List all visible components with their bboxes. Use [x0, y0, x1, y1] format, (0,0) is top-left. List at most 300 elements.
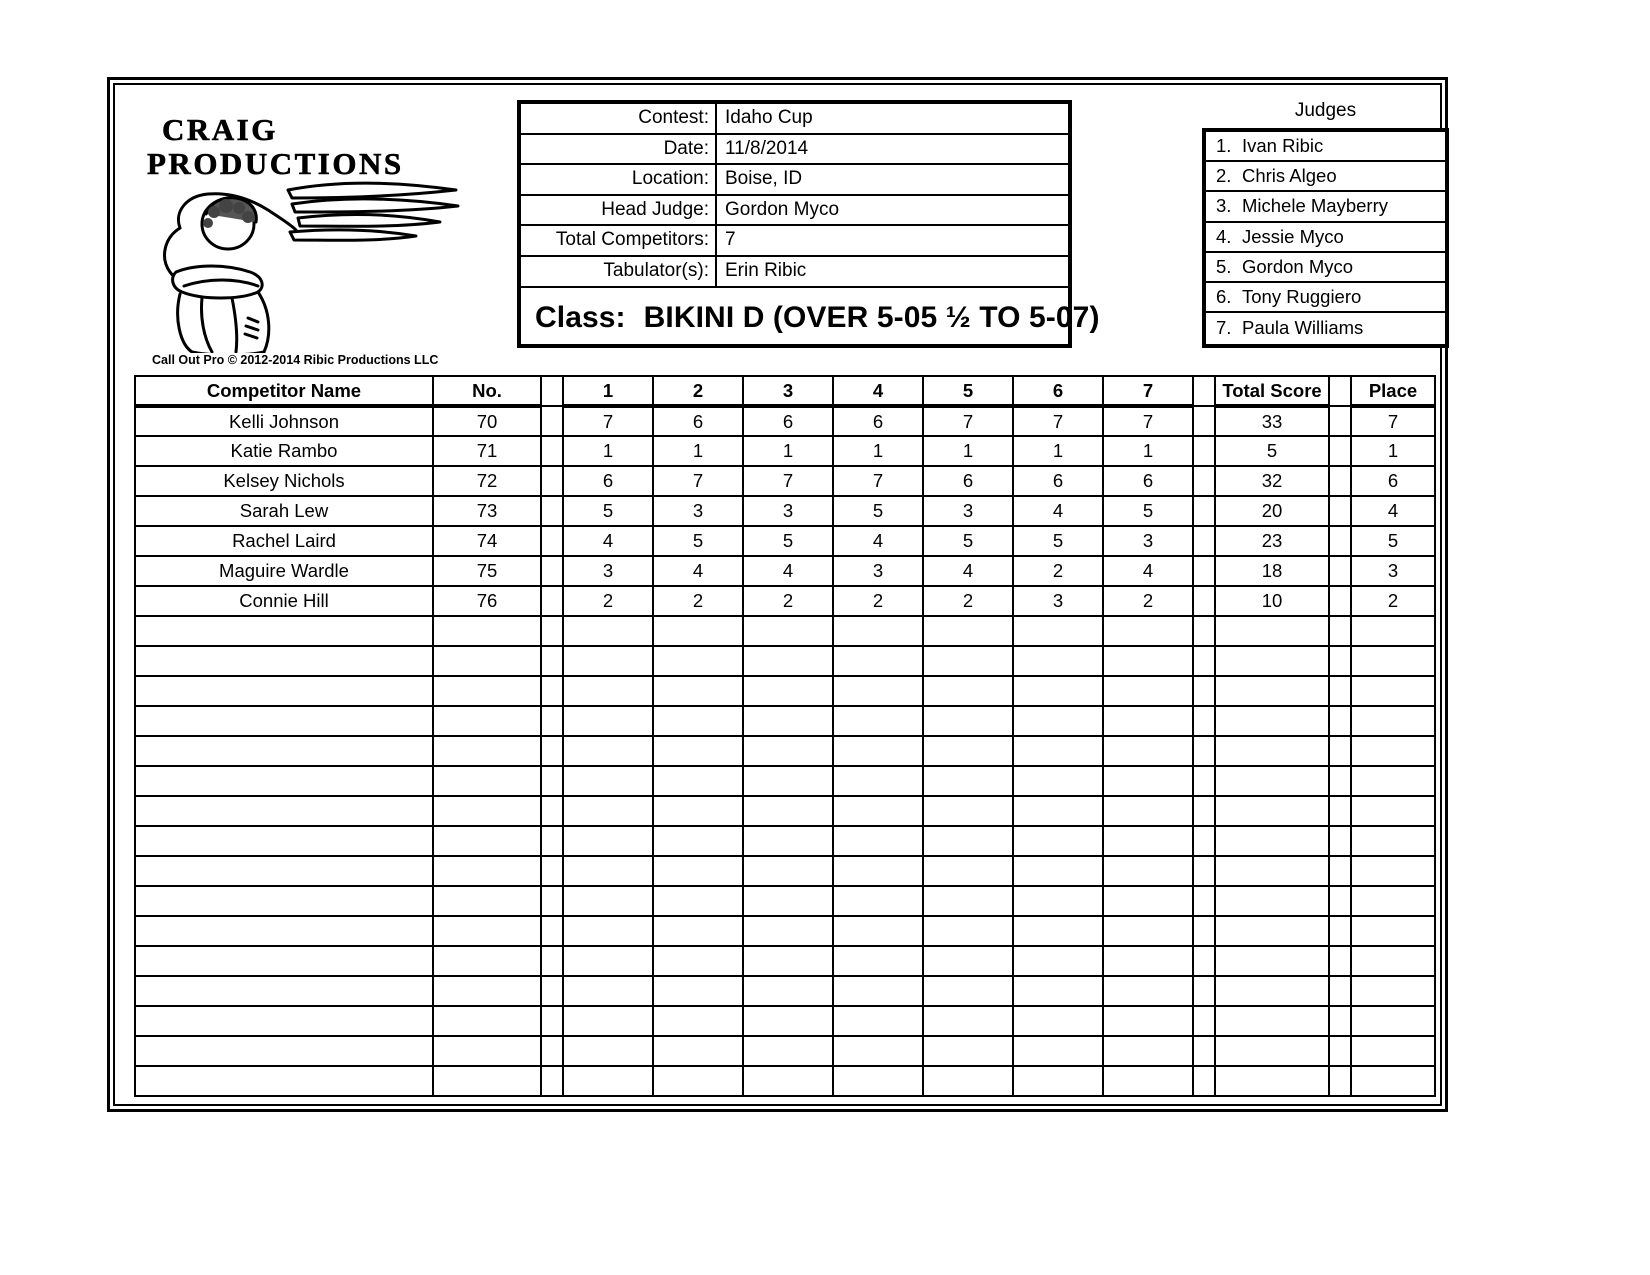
cell-judge-score-2[interactable]: [653, 676, 743, 706]
cell-competitor-number[interactable]: 74: [433, 526, 541, 556]
cell-competitor-number[interactable]: 75: [433, 556, 541, 586]
cell-judge-score-2[interactable]: 2: [653, 586, 743, 616]
cell-judge-score-7[interactable]: [1103, 736, 1193, 766]
cell-place[interactable]: [1351, 916, 1435, 946]
cell-total-score[interactable]: [1215, 646, 1329, 676]
cell-judge-score-2[interactable]: [653, 976, 743, 1006]
spacer-right: [1329, 916, 1351, 946]
cell-competitor-name[interactable]: [135, 1066, 433, 1096]
cell-judge-score-5[interactable]: [923, 946, 1013, 976]
table-row-empty: [135, 1006, 1435, 1036]
cell-competitor-number[interactable]: [433, 1006, 541, 1036]
cell-judge-score-1[interactable]: [563, 1006, 653, 1036]
cell-total-score[interactable]: [1215, 706, 1329, 736]
spacer-mid: [1193, 916, 1215, 946]
cell-judge-score-2[interactable]: 5: [653, 526, 743, 556]
cell-competitor-name[interactable]: Sarah Lew: [135, 496, 433, 526]
cell-judge-score-6[interactable]: [1013, 856, 1103, 886]
spacer-right: [1329, 646, 1351, 676]
cell-judge-score-3[interactable]: 3: [743, 496, 833, 526]
cell-judge-score-6[interactable]: [1013, 1066, 1103, 1096]
cell-judge-score-6[interactable]: [1013, 1006, 1103, 1036]
cell-competitor-name[interactable]: [135, 766, 433, 796]
cell-place[interactable]: 1: [1351, 436, 1435, 466]
cell-judge-score-7[interactable]: [1103, 796, 1193, 826]
table-row-empty: [135, 1066, 1435, 1096]
cell-judge-score-4[interactable]: [833, 736, 923, 766]
cell-place[interactable]: [1351, 826, 1435, 856]
cell-judge-score-7[interactable]: [1103, 916, 1193, 946]
cell-place[interactable]: 7: [1351, 406, 1435, 436]
cell-judge-score-4[interactable]: 2: [833, 586, 923, 616]
cell-competitor-number[interactable]: [433, 1036, 541, 1066]
cell-judge-score-5[interactable]: 7: [923, 406, 1013, 436]
cell-place[interactable]: [1351, 1006, 1435, 1036]
spacer-left: [541, 916, 563, 946]
spacer-right: [1329, 436, 1351, 466]
cell-competitor-name[interactable]: [135, 826, 433, 856]
spacer-right: [1329, 1006, 1351, 1036]
cell-judge-score-4[interactable]: [833, 1036, 923, 1066]
cell-judge-score-6[interactable]: [1013, 826, 1103, 856]
table-row-empty: [135, 676, 1435, 706]
cell-judge-score-4[interactable]: [833, 856, 923, 886]
cell-judge-score-3[interactable]: 6: [743, 406, 833, 436]
cell-place[interactable]: 6: [1351, 466, 1435, 496]
cell-judge-score-2[interactable]: [653, 946, 743, 976]
cell-judge-score-4[interactable]: [833, 826, 923, 856]
cell-judge-score-4[interactable]: 6: [833, 406, 923, 436]
spacer-mid: [1193, 646, 1215, 676]
cell-judge-score-7[interactable]: [1103, 1066, 1193, 1096]
cell-competitor-number[interactable]: [433, 826, 541, 856]
spacer-left: [541, 676, 563, 706]
cell-judge-score-4[interactable]: 3: [833, 556, 923, 586]
cell-judge-score-6[interactable]: [1013, 706, 1103, 736]
cell-competitor-name[interactable]: [135, 796, 433, 826]
cell-judge-score-5[interactable]: [923, 1066, 1013, 1096]
cell-judge-score-2[interactable]: 6: [653, 406, 743, 436]
cell-judge-score-7[interactable]: 5: [1103, 496, 1193, 526]
spacer-right: [1329, 586, 1351, 616]
cell-judge-score-1[interactable]: [563, 796, 653, 826]
spacer-mid: [1193, 946, 1215, 976]
spacer-left: [541, 796, 563, 826]
cell-competitor-number[interactable]: [433, 946, 541, 976]
cell-judge-score-4[interactable]: [833, 616, 923, 646]
cell-competitor-name[interactable]: [135, 916, 433, 946]
cell-judge-score-6[interactable]: [1013, 1036, 1103, 1066]
label-contest: Contest:: [521, 104, 717, 133]
cell-competitor-name[interactable]: [135, 646, 433, 676]
cell-judge-score-3[interactable]: 4: [743, 556, 833, 586]
label-date: Date:: [521, 135, 717, 164]
cell-place[interactable]: [1351, 616, 1435, 646]
cell-total-score[interactable]: 32: [1215, 466, 1329, 496]
cell-competitor-name[interactable]: [135, 1006, 433, 1036]
cell-judge-score-7[interactable]: [1103, 766, 1193, 796]
cell-judge-score-7[interactable]: [1103, 886, 1193, 916]
cell-competitor-name[interactable]: Maguire Wardle: [135, 556, 433, 586]
cell-judge-score-6[interactable]: [1013, 796, 1103, 826]
cell-judge-score-2[interactable]: 4: [653, 556, 743, 586]
cell-judge-score-3[interactable]: [743, 826, 833, 856]
spacer-right: [1329, 556, 1351, 586]
cell-judge-score-7[interactable]: 4: [1103, 556, 1193, 586]
spacer-mid: [1193, 826, 1215, 856]
cell-judge-score-1[interactable]: 2: [563, 586, 653, 616]
cell-judge-score-1[interactable]: [563, 856, 653, 886]
cell-judge-score-4[interactable]: [833, 976, 923, 1006]
cell-judge-score-7[interactable]: [1103, 1036, 1193, 1066]
cell-competitor-name[interactable]: Rachel Laird: [135, 526, 433, 556]
cell-judge-score-7[interactable]: 3: [1103, 526, 1193, 556]
cell-judge-score-2[interactable]: [653, 916, 743, 946]
cell-judge-score-3[interactable]: 5: [743, 526, 833, 556]
cell-competitor-number[interactable]: [433, 856, 541, 886]
cell-judge-score-6[interactable]: [1013, 676, 1103, 706]
cell-place[interactable]: 5: [1351, 526, 1435, 556]
cell-judge-score-6[interactable]: [1013, 736, 1103, 766]
cell-place[interactable]: [1351, 796, 1435, 826]
cell-judge-score-2[interactable]: [653, 646, 743, 676]
spacer-left: [541, 526, 563, 556]
table-row-empty: [135, 1036, 1435, 1066]
cell-judge-score-1[interactable]: 1: [563, 436, 653, 466]
cell-judge-score-4[interactable]: [833, 706, 923, 736]
cell-judge-score-6[interactable]: 5: [1013, 526, 1103, 556]
cell-judge-score-6[interactable]: 7: [1013, 406, 1103, 436]
cell-judge-score-4[interactable]: [833, 886, 923, 916]
cell-place[interactable]: [1351, 736, 1435, 766]
header-number: No.: [433, 376, 541, 406]
cell-judge-score-3[interactable]: [743, 616, 833, 646]
cell-judge-score-1[interactable]: [563, 616, 653, 646]
judge-row: [1206, 162, 1445, 192]
cell-judge-score-5[interactable]: [923, 766, 1013, 796]
cell-judge-score-5[interactable]: [923, 856, 1013, 886]
spacer-left: [541, 826, 563, 856]
cell-judge-score-3[interactable]: [743, 856, 833, 886]
cell-total-score[interactable]: [1215, 946, 1329, 976]
judge-name: Tony Ruggiero: [1242, 286, 1362, 308]
cell-judge-score-4[interactable]: [833, 676, 923, 706]
cell-judge-score-5[interactable]: [923, 826, 1013, 856]
cell-total-score[interactable]: [1215, 1006, 1329, 1036]
cell-judge-score-4[interactable]: 4: [833, 526, 923, 556]
cell-competitor-name[interactable]: Kelsey Nichols: [135, 466, 433, 496]
cell-judge-score-1[interactable]: [563, 646, 653, 676]
spacer-right: [1329, 946, 1351, 976]
cell-competitor-number[interactable]: [433, 796, 541, 826]
spacer-mid: [1193, 796, 1215, 826]
cell-judge-score-5[interactable]: [923, 916, 1013, 946]
cell-judge-score-7[interactable]: 7: [1103, 406, 1193, 436]
cell-judge-score-6[interactable]: 6: [1013, 466, 1103, 496]
cell-judge-score-3[interactable]: 2: [743, 586, 833, 616]
cell-competitor-name[interactable]: [135, 946, 433, 976]
cell-place[interactable]: [1351, 706, 1435, 736]
cell-judge-score-7[interactable]: [1103, 676, 1193, 706]
cell-total-score[interactable]: [1215, 976, 1329, 1006]
cell-judge-score-5[interactable]: [923, 706, 1013, 736]
cell-competitor-number[interactable]: [433, 616, 541, 646]
cell-judge-score-2[interactable]: [653, 706, 743, 736]
cell-judge-score-4[interactable]: 1: [833, 436, 923, 466]
cell-judge-score-4[interactable]: [833, 766, 923, 796]
cell-judge-score-2[interactable]: [653, 1006, 743, 1036]
cell-total-score[interactable]: 20: [1215, 496, 1329, 526]
cell-judge-score-5[interactable]: [923, 796, 1013, 826]
cell-judge-score-2[interactable]: [653, 736, 743, 766]
spacer-left: [541, 496, 563, 526]
cell-total-score[interactable]: 5: [1215, 436, 1329, 466]
cell-judge-score-5[interactable]: 5: [923, 526, 1013, 556]
cell-judge-score-5[interactable]: [923, 1006, 1013, 1036]
cell-competitor-name[interactable]: [135, 856, 433, 886]
cell-judge-score-6[interactable]: 3: [1013, 586, 1103, 616]
cell-competitor-number[interactable]: 71: [433, 436, 541, 466]
cell-judge-score-3[interactable]: [743, 646, 833, 676]
judges-title: Judges: [1294, 100, 1357, 121]
cell-judge-score-5[interactable]: 3: [923, 496, 1013, 526]
cell-place[interactable]: [1351, 1066, 1435, 1096]
cell-judge-score-1[interactable]: 3: [563, 556, 653, 586]
cell-competitor-number[interactable]: [433, 916, 541, 946]
cell-competitor-number[interactable]: 73: [433, 496, 541, 526]
cell-judge-score-1[interactable]: [563, 766, 653, 796]
cell-judge-score-7[interactable]: 2: [1103, 586, 1193, 616]
cell-judge-score-1[interactable]: [563, 976, 653, 1006]
cell-judge-score-1[interactable]: [563, 916, 653, 946]
cell-judge-score-3[interactable]: [743, 1066, 833, 1096]
cell-judge-score-2[interactable]: 3: [653, 496, 743, 526]
cell-judge-score-3[interactable]: [743, 946, 833, 976]
value-date: 11/8/2014: [725, 137, 809, 159]
cell-judge-score-7[interactable]: [1103, 946, 1193, 976]
cell-judge-score-7[interactable]: [1103, 646, 1193, 676]
cell-judge-score-4[interactable]: [833, 646, 923, 676]
cell-judge-score-1[interactable]: [563, 706, 653, 736]
cell-total-score[interactable]: [1215, 766, 1329, 796]
cell-judge-score-4[interactable]: [833, 1006, 923, 1036]
value-contest: Idaho Cup: [725, 107, 813, 128]
cell-competitor-number[interactable]: [433, 676, 541, 706]
cell-judge-score-5[interactable]: [923, 886, 1013, 916]
cell-competitor-name[interactable]: Katie Rambo: [135, 436, 433, 466]
spacer-mid: [1193, 616, 1215, 646]
cell-judge-score-4[interactable]: [833, 946, 923, 976]
cell-judge-score-2[interactable]: 7: [653, 466, 743, 496]
cell-total-score[interactable]: [1215, 916, 1329, 946]
cell-judge-score-3[interactable]: [743, 796, 833, 826]
cell-total-score[interactable]: [1215, 736, 1329, 766]
cell-competitor-name[interactable]: [135, 676, 433, 706]
cell-judge-score-5[interactable]: [923, 736, 1013, 766]
cell-judge-score-3[interactable]: [743, 976, 833, 1006]
cell-judge-score-5[interactable]: [923, 646, 1013, 676]
cell-competitor-number[interactable]: [433, 706, 541, 736]
cell-judge-score-4[interactable]: [833, 796, 923, 826]
cell-judge-score-1[interactable]: [563, 676, 653, 706]
cell-judge-score-2[interactable]: 1: [653, 436, 743, 466]
cell-judge-score-5[interactable]: 6: [923, 466, 1013, 496]
cell-total-score[interactable]: [1215, 886, 1329, 916]
judge-name: Michele Mayberry: [1242, 195, 1388, 217]
cell-judge-score-1[interactable]: [563, 946, 653, 976]
cell-judge-score-1[interactable]: 6: [563, 466, 653, 496]
cell-judge-score-3[interactable]: [743, 1006, 833, 1036]
table-row-empty: [135, 886, 1435, 916]
cell-place[interactable]: [1351, 766, 1435, 796]
cell-judge-score-6[interactable]: [1013, 616, 1103, 646]
score-table-header-row: [135, 376, 1435, 406]
cell-total-score[interactable]: [1215, 1036, 1329, 1066]
info-row-tabulators: [521, 257, 1068, 288]
cell-judge-score-1[interactable]: [563, 1066, 653, 1096]
cell-place[interactable]: [1351, 946, 1435, 976]
cell-competitor-name[interactable]: [135, 616, 433, 646]
cell-judge-score-1[interactable]: 4: [563, 526, 653, 556]
cell-judge-score-1[interactable]: [563, 1036, 653, 1066]
cell-judge-score-5[interactable]: 2: [923, 586, 1013, 616]
cell-judge-score-3[interactable]: [743, 676, 833, 706]
cell-total-score[interactable]: [1215, 616, 1329, 646]
cell-total-score[interactable]: [1215, 796, 1329, 826]
craig-productions-logo: [134, 98, 474, 367]
cell-competitor-number[interactable]: [433, 766, 541, 796]
cell-judge-score-3[interactable]: [743, 886, 833, 916]
cell-place[interactable]: 2: [1351, 586, 1435, 616]
cell-place[interactable]: [1351, 886, 1435, 916]
cell-judge-score-7[interactable]: [1103, 616, 1193, 646]
judge-row: [1206, 223, 1445, 253]
cell-competitor-name[interactable]: Connie Hill: [135, 586, 433, 616]
cell-competitor-number[interactable]: [433, 886, 541, 916]
cell-place[interactable]: 3: [1351, 556, 1435, 586]
cell-judge-score-2[interactable]: [653, 766, 743, 796]
cell-place[interactable]: [1351, 856, 1435, 886]
cell-judge-score-4[interactable]: [833, 916, 923, 946]
cell-judge-score-6[interactable]: [1013, 916, 1103, 946]
cell-total-score[interactable]: 33: [1215, 406, 1329, 436]
cell-judge-score-6[interactable]: [1013, 886, 1103, 916]
cell-competitor-name[interactable]: Kelli Johnson: [135, 406, 433, 436]
spacer-mid: [1193, 676, 1215, 706]
cell-judge-score-1[interactable]: 7: [563, 406, 653, 436]
cell-judge-score-6[interactable]: [1013, 766, 1103, 796]
cell-judge-score-6[interactable]: 1: [1013, 436, 1103, 466]
cell-competitor-number[interactable]: [433, 736, 541, 766]
cell-judge-score-7[interactable]: [1103, 826, 1193, 856]
cell-judge-score-3[interactable]: [743, 916, 833, 946]
cell-judge-score-7[interactable]: [1103, 856, 1193, 886]
cell-judge-score-4[interactable]: [833, 1066, 923, 1096]
cell-judge-score-1[interactable]: [563, 886, 653, 916]
table-row: [135, 436, 1435, 466]
cell-competitor-name[interactable]: [135, 706, 433, 736]
judge-row: [1206, 192, 1445, 222]
cell-judge-score-7[interactable]: [1103, 706, 1193, 736]
table-row-empty: [135, 916, 1435, 946]
cell-total-score[interactable]: 10: [1215, 586, 1329, 616]
cell-total-score[interactable]: 18: [1215, 556, 1329, 586]
cell-judge-score-7[interactable]: 6: [1103, 466, 1193, 496]
cell-judge-score-2[interactable]: [653, 616, 743, 646]
cell-judge-score-6[interactable]: [1013, 946, 1103, 976]
cell-judge-score-2[interactable]: [653, 826, 743, 856]
cell-competitor-number[interactable]: [433, 646, 541, 676]
score-table-body: [135, 406, 1435, 1096]
cell-place[interactable]: [1351, 676, 1435, 706]
cell-competitor-name[interactable]: [135, 736, 433, 766]
cell-judge-score-3[interactable]: 7: [743, 466, 833, 496]
cell-judge-score-7[interactable]: 1: [1103, 436, 1193, 466]
cell-judge-score-3[interactable]: [743, 706, 833, 736]
cell-judge-score-7[interactable]: [1103, 1006, 1193, 1036]
cell-judge-score-5[interactable]: [923, 676, 1013, 706]
cell-judge-score-3[interactable]: 1: [743, 436, 833, 466]
cell-judge-score-2[interactable]: [653, 886, 743, 916]
cell-judge-score-6[interactable]: [1013, 646, 1103, 676]
cell-total-score[interactable]: [1215, 826, 1329, 856]
cell-judge-score-3[interactable]: [743, 1036, 833, 1066]
cell-judge-score-6[interactable]: 4: [1013, 496, 1103, 526]
cell-judge-score-5[interactable]: 1: [923, 436, 1013, 466]
cell-total-score[interactable]: [1215, 1066, 1329, 1096]
cell-total-score[interactable]: [1215, 856, 1329, 886]
cell-place[interactable]: 4: [1351, 496, 1435, 526]
cell-judge-score-1[interactable]: [563, 826, 653, 856]
cell-place[interactable]: [1351, 646, 1435, 676]
cell-competitor-number[interactable]: 76: [433, 586, 541, 616]
cell-competitor-name[interactable]: [135, 1036, 433, 1066]
info-row-contest: [521, 104, 1068, 135]
table-row-empty: [135, 646, 1435, 676]
cell-judge-score-5[interactable]: 4: [923, 556, 1013, 586]
cell-place[interactable]: [1351, 1036, 1435, 1066]
cell-judge-score-4[interactable]: 7: [833, 466, 923, 496]
spacer-right: [1329, 466, 1351, 496]
cell-total-score[interactable]: [1215, 676, 1329, 706]
cell-judge-score-5[interactable]: [923, 616, 1013, 646]
cell-judge-score-2[interactable]: [653, 1036, 743, 1066]
cell-total-score[interactable]: 23: [1215, 526, 1329, 556]
cell-place[interactable]: [1351, 976, 1435, 1006]
cell-judge-score-1[interactable]: [563, 736, 653, 766]
cell-competitor-name[interactable]: [135, 886, 433, 916]
cell-judge-score-3[interactable]: [743, 736, 833, 766]
cell-judge-score-6[interactable]: 2: [1013, 556, 1103, 586]
cell-judge-score-2[interactable]: [653, 856, 743, 886]
label-location: Location:: [521, 165, 717, 194]
cell-competitor-number[interactable]: 70: [433, 406, 541, 436]
cell-judge-score-5[interactable]: [923, 1036, 1013, 1066]
cell-judge-score-1[interactable]: 5: [563, 496, 653, 526]
cell-judge-score-4[interactable]: 5: [833, 496, 923, 526]
spacer-mid: [1193, 976, 1215, 1006]
cell-judge-score-6[interactable]: [1013, 976, 1103, 1006]
cell-competitor-name[interactable]: [135, 976, 433, 1006]
cell-competitor-number[interactable]: 72: [433, 466, 541, 496]
cell-judge-score-2[interactable]: [653, 796, 743, 826]
cell-judge-score-7[interactable]: [1103, 976, 1193, 1006]
cell-competitor-number[interactable]: [433, 1066, 541, 1096]
cell-judge-score-3[interactable]: [743, 766, 833, 796]
cell-competitor-number[interactable]: [433, 976, 541, 1006]
cell-judge-score-5[interactable]: [923, 976, 1013, 1006]
cell-judge-score-2[interactable]: [653, 1066, 743, 1096]
